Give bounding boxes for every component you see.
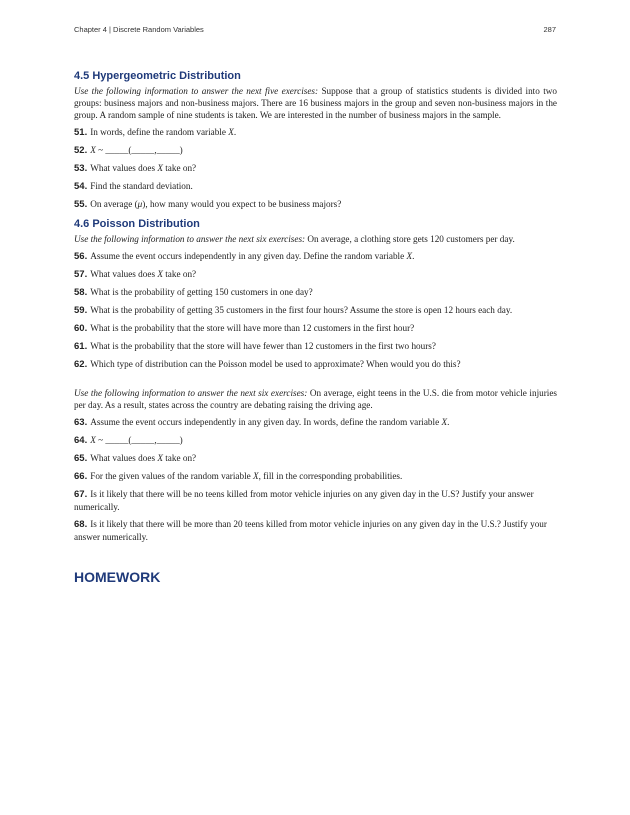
exercise-text: What is the probability of getting 150 customers in one day? xyxy=(90,287,313,297)
exercise-number: 62. xyxy=(74,359,88,370)
exercise-number: 53. xyxy=(74,163,88,174)
exercise-item xyxy=(74,144,557,157)
exercise-text: ), how many would you expect to be business majors? xyxy=(142,199,342,209)
page-content xyxy=(74,70,557,585)
exercise-text: What values does xyxy=(90,453,158,463)
exercise-number: 67. xyxy=(74,489,88,500)
exercise-variable: X xyxy=(253,471,259,481)
exercise-text: Assume the event occurs independently in any given day. In words, define the random variable xyxy=(90,417,442,427)
exercise-number: 64. xyxy=(74,435,88,446)
section-intro xyxy=(74,233,557,245)
exercise-text: take on? xyxy=(162,163,197,173)
exercise-text: In words, define the random variable xyxy=(90,127,229,137)
exercise-number: 58. xyxy=(74,287,88,298)
exercise-item xyxy=(74,162,557,175)
exercise-number: 56. xyxy=(74,251,88,262)
exercise-text: Which type of distribution can the Poisson model be used to approximate? When would you do this? xyxy=(90,359,461,369)
exercise-item xyxy=(74,268,557,281)
exercise-variable: X xyxy=(90,435,96,445)
exercise-variable: X xyxy=(228,127,234,137)
section-title-4-6: 4.6 Poisson Distribution xyxy=(74,218,200,230)
exercise-item xyxy=(74,488,557,513)
exercise-text: What is the probability of getting 35 customers in the first four hours? Assume the store is open 12 hours each day. xyxy=(90,305,513,315)
intro-italic: Use the following information to answer the next six exercises: xyxy=(74,388,308,398)
section-title-4-5: 4.5 Hypergeometric Distribution xyxy=(74,70,241,82)
exercise-text: . xyxy=(233,127,237,137)
intro-text: On average, a clothing store gets 120 customers per day. xyxy=(305,234,515,244)
exercise-text: take on? xyxy=(162,269,197,279)
exercise-text: What is the probability that the store will have fewer than 12 customers in the first two hours? xyxy=(90,341,436,351)
exercise-number: 57. xyxy=(74,269,88,280)
exercise-number: 63. xyxy=(74,417,88,428)
exercise-text: What is the probability that the store will have more than 12 customers in the first hour? xyxy=(90,323,415,333)
exercise-text: On average ( xyxy=(90,199,138,209)
exercise-variable: μ xyxy=(137,199,143,209)
exercise-text: Find the standard deviation. xyxy=(90,181,193,191)
exercise-number: 65. xyxy=(74,453,88,464)
exercise-text: . xyxy=(447,417,450,427)
exercise-number: 68. xyxy=(74,519,88,530)
exercise-number: 54. xyxy=(74,181,88,192)
exercise-item xyxy=(74,452,557,465)
exercise-item xyxy=(74,416,557,429)
homework-heading: HOMEWORK xyxy=(74,569,161,585)
exercise-list xyxy=(74,416,557,543)
exercise-number: 61. xyxy=(74,341,88,352)
exercise-variable: X xyxy=(157,453,163,463)
exercise-number: 55. xyxy=(74,199,88,210)
exercise-variable: X xyxy=(441,417,448,427)
exercise-variable: X xyxy=(157,163,163,173)
intro-italic: Use the following information to answer the next six exercises: xyxy=(74,234,306,244)
intro-italic: Use the following information to answer the next five exercises: xyxy=(74,86,319,96)
exercise-text: Assume the event occurs independently in any given day. Define the random variable xyxy=(90,251,407,261)
exercise-variable: X xyxy=(406,251,413,261)
exercise-item xyxy=(74,198,557,211)
exercise-text: What values does xyxy=(90,269,158,279)
exercise-text: ~ _____(_____,_____) xyxy=(95,435,183,445)
page-header xyxy=(74,25,556,34)
exercise-item xyxy=(74,250,557,263)
page-number: 287 xyxy=(543,25,556,34)
exercise-item xyxy=(74,304,557,317)
exercise-list xyxy=(74,250,557,371)
exercise-variable: X xyxy=(157,269,163,279)
exercise-text: ~ _____(_____,_____) xyxy=(95,145,183,155)
exercise-text: For the given values of the random variable xyxy=(90,471,253,481)
exercise-text: , fill in the corresponding probabilities. xyxy=(258,471,403,481)
exercise-number: 52. xyxy=(74,145,88,156)
exercise-item xyxy=(74,434,557,447)
exercise-number: 59. xyxy=(74,305,88,316)
exercise-item xyxy=(74,470,557,483)
exercise-text: take on? xyxy=(162,453,197,463)
exercise-item xyxy=(74,518,557,543)
exercise-number: 60. xyxy=(74,323,88,334)
exercise-text: . xyxy=(412,251,415,261)
exercise-item xyxy=(74,126,557,139)
exercise-text: Is it likely that there will be more than 20 teens killed from motor vehicle injuries on any given day in the U.S.? Justify your answer numerically. xyxy=(74,519,547,542)
exercise-number: 66. xyxy=(74,471,88,482)
exercise-item xyxy=(74,286,557,299)
exercise-item xyxy=(74,322,557,335)
exercise-list xyxy=(74,126,557,211)
exercise-variable: X xyxy=(90,145,96,155)
intro-text: On average, eight teens in the U.S. die from motor vehicle injuries per day. As a result, states across the country are debating raising the driving age. xyxy=(74,388,557,410)
intro-text: Suppose that a group of statistics students is divided into two groups: business majors and non-business majors. There are 16 business majors in the group and seven non-business majors in the group. A random sample of nine students is taken. We are interested in the number of business majors in the sample. xyxy=(74,86,557,120)
exercise-text: What values does xyxy=(90,163,158,173)
section-intro xyxy=(74,387,557,411)
exercise-number: 51. xyxy=(74,127,88,138)
exercise-item xyxy=(74,180,557,193)
chapter-title: Chapter 4 | Discrete Random Variables xyxy=(74,25,204,34)
exercise-item xyxy=(74,340,557,353)
exercise-text: Is it likely that there will be no teens killed from motor vehicle injuries on any given day in the U.S? Justify your answer numerically. xyxy=(74,489,534,512)
exercise-item xyxy=(74,358,557,371)
section-intro xyxy=(74,85,557,121)
